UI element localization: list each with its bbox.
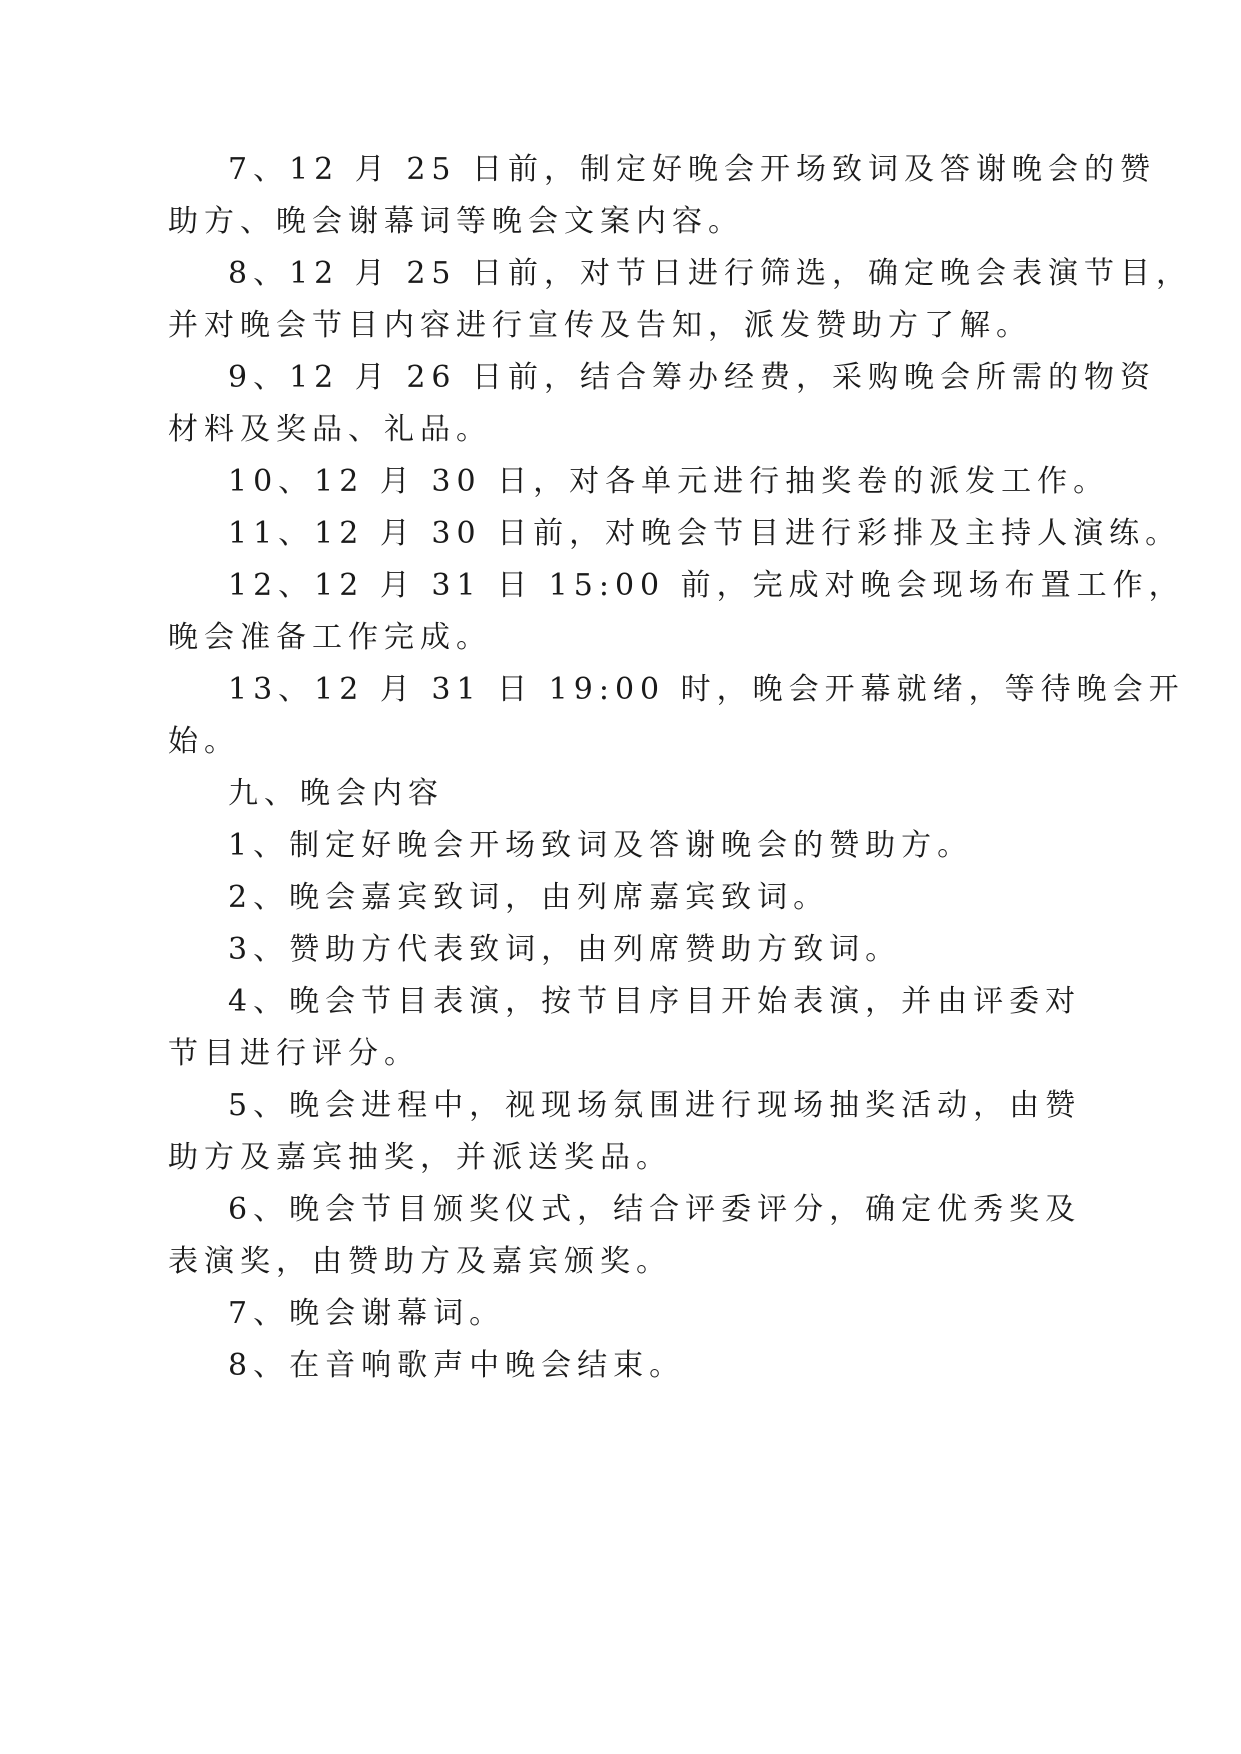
paragraph-line-11: 13、12 月 31 日 19:00 时，晚会开幕就绪，等待晚会开 <box>228 672 1185 707</box>
paragraph-line-18: 节目进行评分。 <box>168 1036 420 1071</box>
paragraph-line-20: 助方及嘉宾抽奖，并派送奖品。 <box>168 1140 672 1175</box>
paragraph-line-14: 1、制定好晚会开场致词及答谢晚会的赞助方。 <box>228 828 974 863</box>
paragraph-line-22: 表演奖，由赞助方及嘉宾颁奖。 <box>168 1244 672 1279</box>
paragraph-line-10: 晚会准备工作完成。 <box>168 620 492 655</box>
paragraph-line-5: 9、12 月 26 日前，结合筹办经费，采购晚会所需的物资 <box>228 360 1157 395</box>
paragraph-line-2: 助方、晚会谢幕词等晚会文案内容。 <box>168 204 744 239</box>
paragraph-line-12: 始。 <box>168 724 240 759</box>
paragraph-line-21: 6、晚会节目颁奖仪式，结合评委评分，确定优秀奖及 <box>228 1192 1082 1227</box>
section-heading: 九、晚会内容 <box>228 776 444 811</box>
paragraph-line-17: 4、晚会节目表演，按节目序目开始表演，并由评委对 <box>228 984 1082 1019</box>
paragraph-line-7: 10、12 月 30 日，对各单元进行抽奖卷的派发工作。 <box>228 464 1110 499</box>
paragraph-line-15: 2、晚会嘉宾致词，由列席嘉宾致词。 <box>228 880 830 915</box>
paragraph-line-9: 12、12 月 31 日 15:00 前，完成对晚会现场布置工作， <box>228 568 1185 603</box>
paragraph-line-3: 8、12 月 25 日前，对节日进行筛选，确定晚会表演节目， <box>228 256 1193 291</box>
paragraph-line-19: 5、晚会进程中，视现场氛围进行现场抽奖活动，由赞 <box>228 1088 1082 1123</box>
paragraph-line-8: 11、12 月 30 日前，对晚会节目进行彩排及主持人演练。 <box>228 516 1182 551</box>
paragraph-line-24: 8、在音响歌声中晚会结束。 <box>228 1348 686 1383</box>
paragraph-line-16: 3、赞助方代表致词，由列席赞助方致词。 <box>228 932 902 967</box>
paragraph-line-4: 并对晚会节目内容进行宣传及告知，派发赞助方了解。 <box>168 308 1032 343</box>
paragraph-line-23: 7、晚会谢幕词。 <box>228 1296 506 1331</box>
paragraph-line-1: 7、12 月 25 日前，制定好晚会开场致词及答谢晚会的赞 <box>228 152 1157 187</box>
paragraph-line-6: 材料及奖品、礼品。 <box>168 412 492 447</box>
